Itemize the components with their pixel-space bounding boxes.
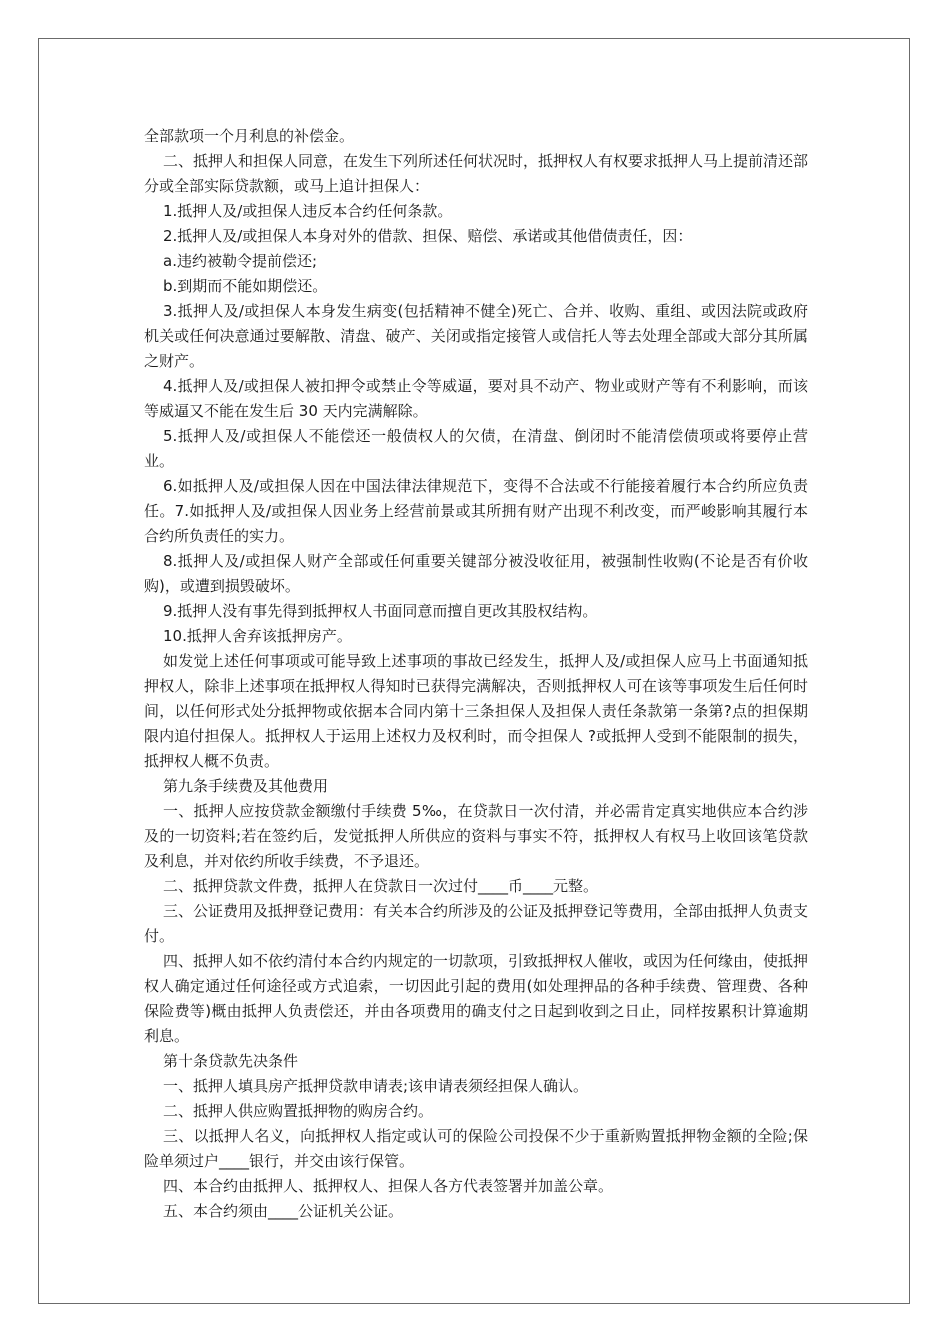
paragraph: 4.抵押人及/或担保人被扣押令或禁止令等威逼，要对具不动产、物业或财产等有不利影响，而该等威逼又不能在发生后 30 天内完满解除。: [144, 377, 808, 420]
paragraph: 一、抵押人填具房产抵押贷款申请表;该申请表须经担保人确认。: [163, 1077, 589, 1095]
paragraph: 3.抵押人及/或担保人本身发生病变(包括精神不健全)死亡、合并、收购、重组、或因法院或政府机关或任何决意通过要解散、清盘、破产、关闭或指定接管人或信托人等去处理全部或大部分其所属之财产。: [144, 302, 808, 370]
paragraph: 如发觉上述任何事项或可能导致上述事项的事故已经发生，抵押人及/或担保人应马上书面通知抵押权人，除非上述事项在抵押权人得知时已获得完满解决，否则抵押权人可在该等事项发生后任何时间，以任何形式处分抵押物或依据本合同内第十三条担保人及担保人责任条款第一条第?点的担保期限内追付担保人。抵押权人于运用上述权力及权利时，而令担保人 ?或抵押人受到不能限制的损失，抵押权人概不负责。: [144, 652, 808, 770]
section-heading: 第九条手续费及其他费用: [163, 777, 329, 795]
paragraph: 5.抵押人及/或担保人不能偿还一般债权人的欠债，在清盘、倒闭时不能清偿债项或将要停止营业。: [144, 427, 808, 470]
document-body: [144, 124, 808, 1224]
paragraph: 一、抵押人应按贷款金额缴付手续费 5‰，在贷款日一次付清，并必需肯定真实地供应本合约涉及的一切资料;若在签约后，发觉抵押人所供应的资料与事实不符，抵押权人有权马上收回该笔贷款及利息，并对依约所收手续费，不予退还。: [144, 802, 808, 870]
paragraph: 9.抵押人没有事先得到抵押权人书面同意而擅自更改其股权结构。: [163, 602, 598, 620]
paragraph: 二、抵押贷款文件费，抵押人在贷款日一次过付____币____元整。: [163, 877, 599, 895]
paragraph: 10.抵押人舍弃该抵押房产。: [163, 627, 352, 645]
paragraph: 1.抵押人及/或担保人违反本合约任何条款。: [163, 202, 453, 220]
paragraph: 2.抵押人及/或担保人本身对外的借款、担保、赔偿、承诺或其他借债责任，因：: [163, 227, 693, 245]
paragraph: 四、本合约由抵押人、抵押权人、担保人各方代表签署并加盖公章。: [163, 1177, 614, 1195]
paragraph: 二、抵押人和担保人同意，在发生下列所述任何状况时，抵押权人有权要求抵押人马上提前清还部分或全部实际贷款额，或马上追计担保人：: [144, 152, 809, 195]
paragraph: 三、公证费用及抵押登记费用：有关本合约所涉及的公证及抵押登记等费用，全部由抵押人负责支付。: [144, 902, 809, 945]
paragraph: a.违约被勒令提前偿还;: [163, 252, 318, 270]
paragraph: 五、本合约须由____公证机关公证。: [163, 1202, 404, 1220]
paragraph: 二、抵押人供应购置抵押物的购房合约。: [163, 1102, 434, 1120]
paragraph: 全部款项一个月利息的补偿金。: [144, 127, 355, 145]
paragraph: 6.如抵押人及/或担保人因在中国法律法律规范下，变得不合法或不行能接着履行本合约所应负责任。7.如抵押人及/或担保人因业务上经营前景或其所拥有财产出现不利改变，而严峻影响其履行本合约所负责任的实力。: [144, 477, 808, 545]
section-heading: 第十条贷款先决条件: [163, 1052, 299, 1070]
paragraph: 8.抵押人及/或担保人财产全部或任何重要关键部分被没收征用，被强制性收购(不论是否有价收购)，或遭到损毁破坏。: [144, 552, 808, 595]
paragraph: 三、以抵押人名义，向抵押权人指定或认可的保险公司投保不少于重新购置抵押物金额的全险;保险单须过户____银行，并交由该行保管。: [144, 1127, 808, 1170]
paragraph: b.到期而不能如期偿还。: [163, 277, 328, 295]
paragraph: 四、抵押人如不依约清付本合约内规定的一切款项，引致抵押权人催收，或因为任何缘由，使抵押权人确定通过任何途径或方式追索，一切因此引起的费用(如处理押品的各种手续费、管理费、各种保险费等)概由抵押人负责偿还，并由各项费用的确支付之日起到收到之日止，同样按累积计算逾期利息。: [144, 952, 809, 1045]
